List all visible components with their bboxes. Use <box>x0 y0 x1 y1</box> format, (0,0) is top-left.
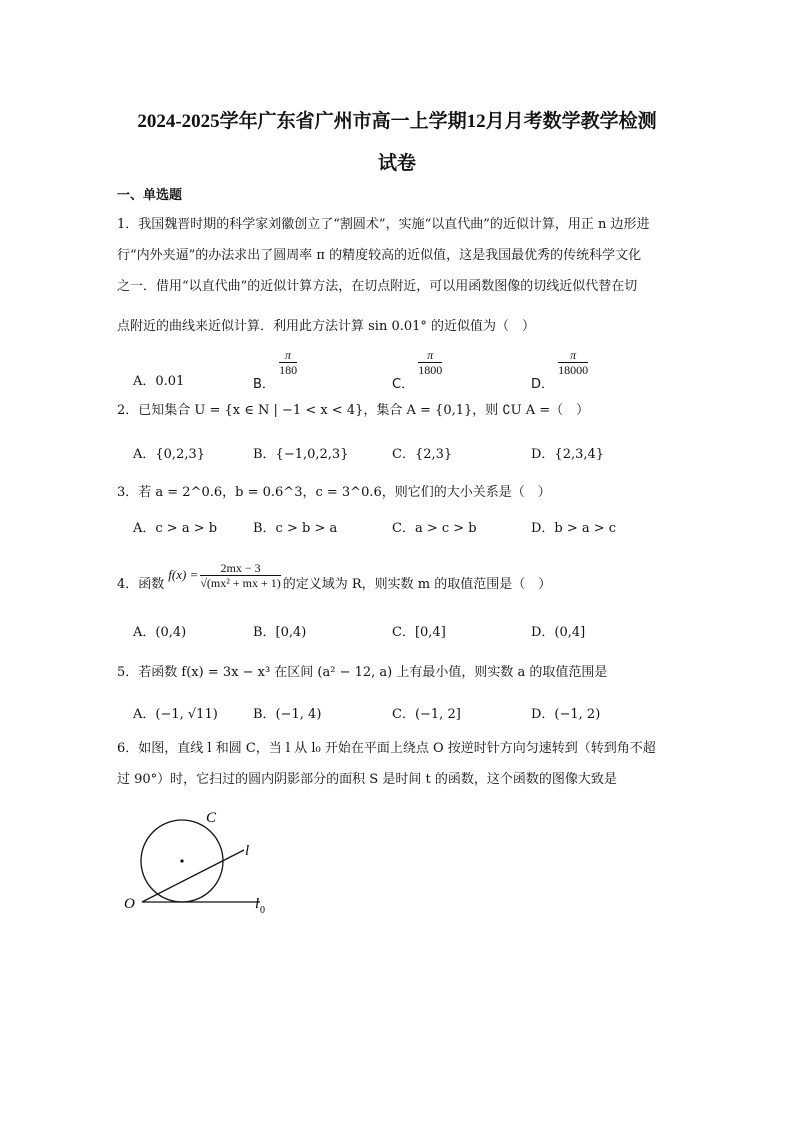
label-c: C <box>206 810 217 826</box>
q4-fx: f(x) = <box>168 567 199 582</box>
q4-option-b[interactable]: B．[0,4) <box>253 625 307 640</box>
q1-option-d[interactable] <box>531 348 589 392</box>
q4-option-c[interactable]: C．[0,4] <box>392 625 446 640</box>
q1-option-c-label: C． <box>392 377 415 392</box>
q2-option-b[interactable]: B．{−1,0,2,3} <box>253 447 349 462</box>
q4-tail: 的定义域为 R，则实数 m 的取值范围是（ ） <box>282 577 552 592</box>
q5-option-b[interactable]: B．(−1, 4) <box>253 707 322 722</box>
circle-line-figure <box>118 800 288 924</box>
q2-option-d[interactable]: D．{2,3,4} <box>531 447 605 462</box>
q1-option-d-label: D． <box>531 377 555 392</box>
figure-svg <box>118 800 288 920</box>
q1-option-a[interactable]: A．0.01 <box>133 374 185 389</box>
q4-denominator: √(mx² + mx + 1) <box>200 575 281 590</box>
document-title-line1: 2024-2025学年广东省广州市高一上学期12月月考数学教学检测 <box>137 111 657 132</box>
q5-option-d[interactable]: D．(−1, 2) <box>531 707 601 722</box>
q1-line4: 点附近的曲线来近似计算．利用此方法计算 sin 0.01° 的近似值为（ ） <box>117 319 536 334</box>
q4-numerator: 2mx − 3 <box>200 561 280 576</box>
q3-option-a[interactable]: A．c > a > b <box>133 521 218 536</box>
q6-line2: 过 90°）时，它扫过的圆内阴影部分的面积 S 是时间 t 的函数，这个函数的图像大致是 <box>117 772 617 787</box>
q1-line1: 1．我国魏晋时期的科学家刘徽创立了“割圆术”，实施“以直代曲”的近似计算，用正 n 边形进 <box>117 217 650 232</box>
q2-option-a[interactable]: A．{0,2,3} <box>133 447 206 462</box>
label-l: l <box>245 843 250 859</box>
q1-d-den: 18000 <box>558 363 589 377</box>
q3-option-d[interactable]: D．b > a > c <box>531 521 617 536</box>
q5-option-a[interactable]: A．(−1, √11) <box>133 707 218 722</box>
q4-stem <box>117 555 687 595</box>
q1-line3: 之一．借用“以直代曲”的近似计算方法，在切点附近，可以用函数图像的切线近似代替在切 <box>117 279 638 294</box>
q1-line2: 行“内外夹逼”的办法求出了圆周率 π 的精度较高的近似值，这是我国最优秀的传统科学文化 <box>117 248 642 263</box>
q4-option-a[interactable]: A．(0,4) <box>133 625 187 640</box>
q1-d-pi: π <box>558 348 588 363</box>
q6-line1: 6．如图，直线 l 和圆 C，当 l 从 l₀ 开始在平面上绕点 O 按逆时针方向匀速转到（转到角不超 <box>117 741 656 756</box>
q2-option-c[interactable]: C．{2,3} <box>392 447 453 462</box>
circle-center-dot <box>180 859 183 862</box>
q1-c-den: 1800 <box>418 363 443 377</box>
label-o: O <box>124 896 135 912</box>
q3-stem: 3．若 a = 2^0.6，b = 0.6^3，c = 3^0.6，则它们的大小关系是（ ） <box>117 485 551 500</box>
q4-lead: 4．函数 <box>117 577 165 592</box>
section-heading: 一、单选题 <box>117 188 183 203</box>
label-l0-subscript: 0 <box>260 905 265 916</box>
q1-option-b[interactable] <box>253 348 298 392</box>
label-l0: l <box>255 896 260 912</box>
q1-b-den: 180 <box>279 363 298 377</box>
q2-stem: 2．已知集合 U = {x ∈ N | −1 < x < 4}，集合 A = {0,1}，则 ∁U A =（ ） <box>117 403 590 418</box>
q1-option-c[interactable] <box>392 348 443 392</box>
q3-option-b[interactable]: B．c > b > a <box>253 521 338 536</box>
document-title-line2: 试卷 <box>377 153 416 174</box>
q5-option-c[interactable]: C．(−1, 2] <box>392 707 461 722</box>
q1-b-pi: π <box>279 348 297 363</box>
q1-option-b-label: B． <box>253 377 275 392</box>
q3-option-c[interactable]: C．a > c > b <box>392 521 477 536</box>
q5-stem: 5．若函数 f(x) = 3x − x³ 在区间 (a² − 12, a) 上有最小值，则实数 a 的取值范围是 <box>117 665 608 680</box>
q4-option-d[interactable]: D．(0,4] <box>531 625 586 640</box>
line-l <box>142 850 244 902</box>
q1-c-pi: π <box>418 348 442 363</box>
